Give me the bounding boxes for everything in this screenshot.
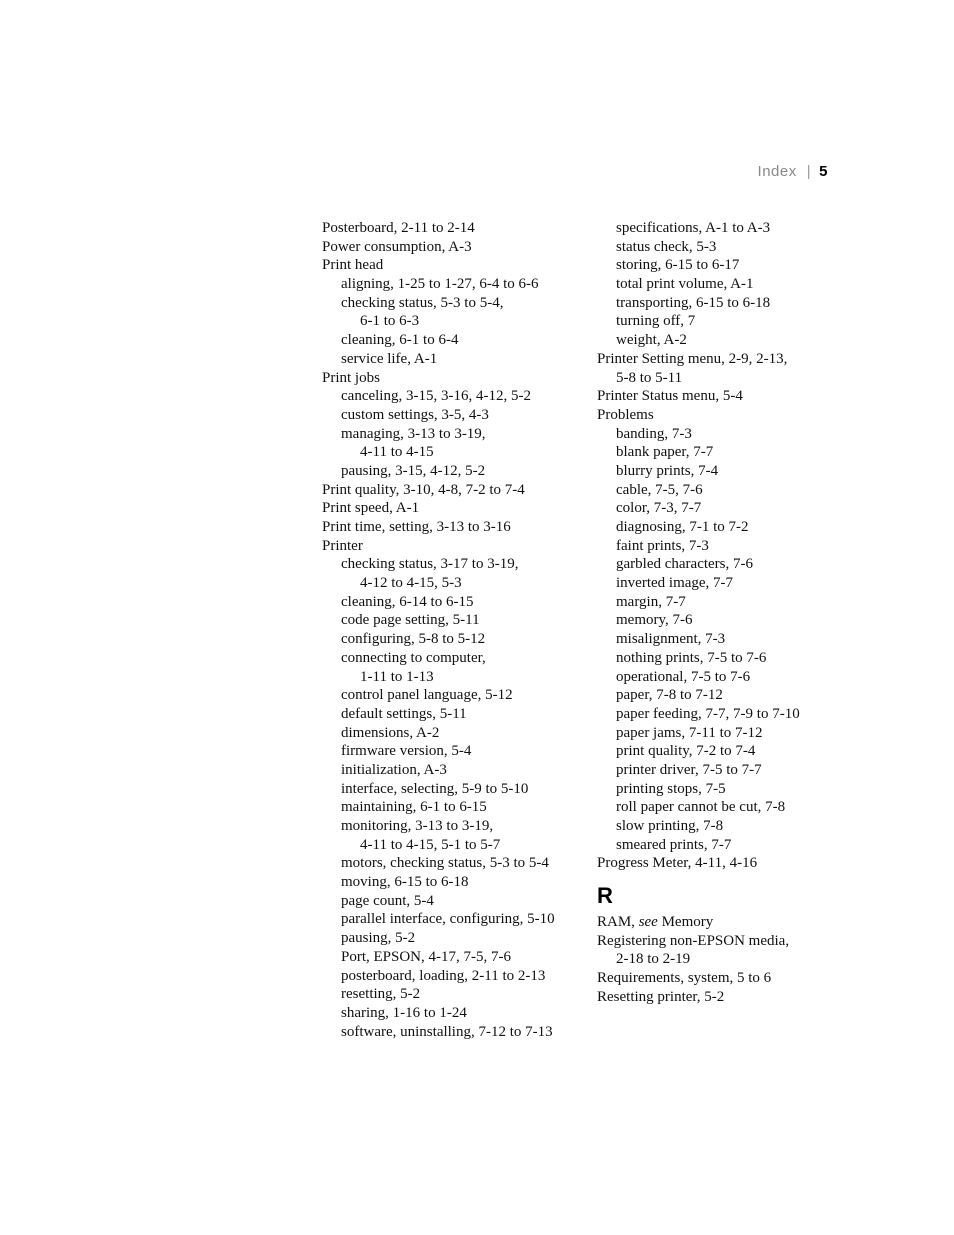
index-entry: Progress Meter, 4-11, 4-16: [597, 855, 758, 872]
index-entry: blurry prints, 7-4: [616, 462, 719, 479]
page-number: 5: [819, 163, 828, 180]
index-entry: margin, 7-7: [616, 593, 686, 610]
index-entry: pausing, 3-15, 4-12, 5-2: [341, 462, 486, 479]
index-entry: Printer: [322, 537, 363, 554]
index-entry: maintaining, 6-1 to 6-15: [341, 799, 487, 816]
index-entry: posterboard, loading, 2-11 to 2-13: [341, 967, 546, 984]
index-entry: 4-11 to 4-15, 5-1 to 5-7: [360, 836, 501, 853]
index-entry: Posterboard, 2-11 to 2-14: [322, 220, 475, 236]
index-entry: specifications, A-1 to A-3: [616, 220, 771, 236]
index-entry: Print quality, 3-10, 4-8, 7-2 to 7-4: [322, 481, 525, 498]
index-entry: cleaning, 6-14 to 6-15: [341, 593, 474, 610]
index-entry: cable, 7-5, 7-6: [616, 481, 703, 498]
index-column-left: [322, 219, 572, 1041]
index-column-right: [597, 219, 827, 1007]
index-entry: smeared prints, 7-7: [616, 836, 732, 853]
index-entry: blank paper, 7-7: [616, 444, 714, 461]
index-entry: firmware version, 5-4: [341, 743, 472, 760]
index-entry: parallel interface, configuring, 5-10: [341, 911, 555, 928]
index-entry: paper feeding, 7-7, 7-9 to 7-10: [616, 705, 800, 722]
index-entry: Power consumption, A-3: [322, 238, 472, 255]
index-entry: paper, 7-8 to 7-12: [616, 687, 723, 704]
index-entry: interface, selecting, 5-9 to 5-10: [341, 780, 529, 797]
index-entry: service life, A-1: [341, 350, 438, 367]
running-header: [758, 163, 828, 180]
index-entry: color, 7-3, 7-7: [616, 500, 702, 517]
index-entries-p: [597, 219, 827, 873]
index-entry: garbled characters, 7-6: [616, 556, 754, 573]
index-entry: slow printing, 7-8: [616, 818, 724, 834]
index-entry: cleaning, 6-1 to 6-4: [341, 332, 459, 349]
index-entry: Port, EPSON, 4-17, 7-5, 7-6: [341, 948, 512, 965]
index-entry: Resetting printer, 5-2: [597, 988, 725, 1005]
index-entry: code page setting, 5-11: [341, 612, 480, 629]
index-entry: monitoring, 3-13 to 3-19,: [341, 818, 494, 834]
index-entry: banding, 7-3: [616, 425, 692, 442]
ram-term: RAM,: [597, 914, 635, 931]
index-entry: Print jobs: [322, 369, 380, 386]
index-entry: pausing, 5-2: [341, 930, 416, 947]
index-entry: total print volume, A-1: [616, 276, 754, 293]
index-entry: canceling, 3-15, 3-16, 4-12, 5-2: [341, 388, 531, 405]
index-entry: 4-11 to 4-15: [360, 444, 434, 461]
index-entry: operational, 7-5 to 7-6: [616, 668, 751, 685]
index-entry: connecting to computer,: [341, 649, 486, 666]
index-entry: print quality, 7-2 to 7-4: [616, 743, 756, 760]
index-entry: turning off, 7: [616, 313, 696, 330]
index-entry: Print head: [322, 257, 384, 274]
index-entry: paper jams, 7-11 to 7-12: [616, 724, 763, 741]
index-entry: storing, 6-15 to 6-17: [616, 257, 740, 274]
index-entry: printing stops, 7-5: [616, 780, 726, 797]
index-entry: 1-11 to 1-13: [360, 668, 434, 685]
index-entry: transporting, 6-15 to 6-18: [616, 294, 771, 311]
index-entry: Printer Setting menu, 2-9, 2-13,: [597, 350, 788, 367]
index-entry: status check, 5-3: [616, 238, 717, 255]
header-separator: |: [806, 163, 812, 180]
ram-see: see: [638, 914, 658, 931]
index-entry: 5-8 to 5-11: [616, 369, 683, 386]
index-entry: misalignment, 7-3: [616, 631, 726, 648]
index-entry: resetting, 5-2: [341, 986, 421, 1003]
index-entry: page count, 5-4: [341, 892, 434, 909]
index-entry: moving, 6-15 to 6-18: [341, 874, 469, 891]
index-entry: roll paper cannot be cut, 7-8: [616, 799, 786, 816]
index-entry: faint prints, 7-3: [616, 537, 709, 554]
index-entry: Print time, setting, 3-13 to 3-16: [322, 519, 511, 535]
index-entry: Registering non-EPSON media,: [597, 932, 790, 949]
index-entries-r: [597, 932, 827, 1007]
index-entry: memory, 7-6: [616, 612, 693, 629]
index-entry: custom settings, 3-5, 4-3: [341, 406, 489, 423]
index-entry: control panel language, 5-12: [341, 687, 513, 704]
index-entry: printer driver, 7-5 to 7-7: [616, 761, 762, 778]
index-entry: 2-18 to 2-19: [616, 951, 691, 968]
index-entry: nothing prints, 7-5 to 7-6: [616, 649, 767, 666]
index-entry: motors, checking status, 5-3 to 5-4: [341, 855, 549, 872]
index-entry: aligning, 1-25 to 1-27, 6-4 to 6-6: [341, 276, 539, 293]
index-entry: default settings, 5-11: [341, 705, 467, 722]
index-entry: sharing, 1-16 to 1-24: [341, 1004, 467, 1021]
index-entry: 4-12 to 4-15, 5-3: [360, 575, 462, 592]
index-entry: inverted image, 7-7: [616, 575, 734, 592]
section-letter-r: R: [597, 883, 613, 909]
index-entry: Problems: [597, 406, 654, 423]
index-entry: checking status, 3-17 to 3-19,: [341, 556, 519, 573]
index-entry: dimensions, A-2: [341, 724, 440, 741]
index-entry: Print speed, A-1: [322, 500, 420, 517]
index-entry: Printer Status menu, 5-4: [597, 388, 743, 405]
index-entry: software, uninstalling, 7-12 to 7-13: [341, 1023, 553, 1040]
ram-target: Memory: [661, 914, 714, 931]
index-entry: managing, 3-13 to 3-19,: [341, 425, 486, 442]
header-title: Index: [757, 163, 797, 180]
index-entry: configuring, 5-8 to 5-12: [341, 631, 486, 648]
index-entry: checking status, 5-3 to 5-4,: [341, 294, 504, 311]
index-entry: diagnosing, 7-1 to 7-2: [616, 519, 749, 535]
index-entry-ram: [597, 913, 827, 932]
index-entry: weight, A-2: [616, 332, 687, 349]
index-entry: initialization, A-3: [341, 761, 447, 778]
index-entry: 6-1 to 6-3: [360, 313, 420, 330]
index-entry: Requirements, system, 5 to 6: [597, 970, 772, 987]
